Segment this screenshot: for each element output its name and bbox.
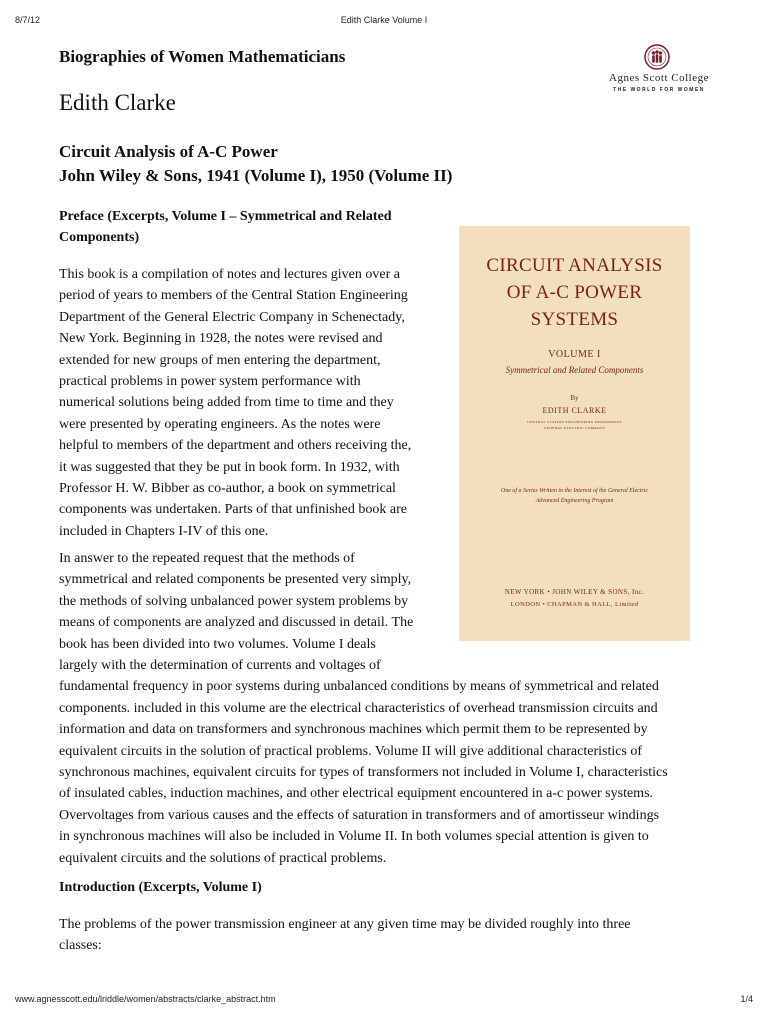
text-line: included in Chapters I-IV of this one.: [59, 523, 269, 539]
cover-publisher-1: NEW YORK • JOHN WILEY & SONS, Inc.: [504, 588, 645, 596]
text-line: period of years to members of the Central Station Engineering: [59, 288, 408, 304]
text-line: in synchronous machines will also be included in Volume II. In both volumes special attention is given to: [59, 829, 649, 845]
text-line: extended for new groups of men entering the department,: [59, 352, 381, 368]
cover-by: By: [570, 394, 579, 402]
introduction-paragraph-1: [59, 914, 631, 957]
book-title: Circuit Analysis of A-C Power: [59, 142, 278, 161]
text-line: synchronous machines, equivalent circuits for types of transformers not included in Volume I, characteristics: [59, 765, 668, 781]
text-line: fundamental frequency in poor systems during unbalanced conditions by means of symmetrical and related: [59, 679, 659, 695]
text-line: This book is a compilation of notes and lectures given over a: [59, 267, 400, 282]
book-cover-image: [459, 226, 690, 641]
cover-series-note: One of a Series Written in the Interest of the General Electric Advanced Engineering Program: [500, 488, 649, 504]
text-line: components was undertaken. Parts of that unfinished book are: [59, 502, 407, 518]
series-title: Biographies of Women Mathematicians: [59, 47, 346, 66]
text-line: components. included in this volume are the electrical characteristics of overhead transmission circuits and: [59, 700, 658, 716]
text-line: New York. Beginning in 1928, the notes were revised and: [59, 331, 383, 347]
text-line: Professor H. W. Bibber as co-author, a book on symmetrical: [59, 481, 396, 497]
text-line: helpful to members of the department and others receiving the,: [59, 438, 412, 454]
text-line: means of components are analyzed and discussed in detail. The: [59, 615, 414, 631]
text-line: the methods of solving unbalanced power system problems by: [59, 593, 409, 609]
book-info: [59, 140, 452, 188]
cover-title-line: SYSTEMS: [530, 309, 619, 330]
print-header: [15, 15, 753, 29]
cover-title: [459, 252, 690, 333]
college-name: Agnes Scott College: [609, 72, 709, 84]
text-line: it was suggested that they be put in book form. In 1932, with: [59, 459, 400, 475]
text-line: The problems of the power transmission engineer at any given time may be divided roughly into three: [59, 917, 631, 932]
text-line: Department of the General Electric Company in Schenectady,: [59, 309, 405, 325]
text-line: classes:: [59, 938, 102, 954]
cover-volume: VOLUME I: [548, 349, 601, 360]
text-line: symmetrical and related components be presented very simply,: [59, 572, 412, 588]
print-page-title: Edith Clarke Volume I: [340, 15, 428, 25]
college-logo[interactable]: [600, 44, 718, 100]
text-line: practical problems in power system performance with: [59, 374, 361, 390]
text-line: information and data on transformers and synchronous machines which permit them to be represented by: [59, 722, 648, 738]
text-line: equivalent circuits in the solution of practical problems. Volume II will give additional characteristics of: [59, 743, 643, 759]
print-footer: [15, 994, 753, 1008]
preface-heading: Preface (Excerpts, Volume I – Symmetrical and Related Components): [59, 209, 392, 245]
print-date: 8/7/12: [15, 15, 41, 25]
text-line: were presented by operating engineers. As the notes were: [59, 416, 381, 432]
text-line: of insulated cables, induction machines, and other electrical equipment encountered in a-c power systems.: [59, 786, 654, 802]
text-line: numerical solutions being added from time to time and they: [59, 395, 394, 411]
text-line: equivalent circuits and the solutions of practical problems.: [59, 850, 387, 866]
cover-publisher-2: LONDON • CHAPMAN & HALL, Limited: [510, 601, 639, 608]
cover-subtitle: Symmetrical and Related Components: [505, 365, 644, 375]
cover-affiliation-1: CENTRAL STATION ENGINEERING DEPARTMENT: [527, 420, 622, 424]
text-line: largely with the determination of currents and voltages of: [59, 658, 381, 674]
cover-affiliation-2: GENERAL ELECTRIC COMPANY: [543, 426, 606, 430]
college-seal-icon: [644, 44, 670, 70]
cover-title-line: OF A-C POWER: [506, 282, 643, 303]
text-line: book has been divided into two volumes. Volume I deals: [59, 636, 376, 652]
text-line: In answer to the repeated request that the methods of: [59, 551, 355, 566]
book-publisher: John Wiley & Sons, 1941 (Volume I), 1950 (Volume II): [59, 166, 453, 185]
preface-paragraph-1: [59, 264, 411, 542]
page-url[interactable]: www.agnesscott.edu/lriddle/women/abstracts/clarke_abstract.htm: [15, 994, 276, 1004]
person-name: Edith Clarke: [59, 90, 176, 115]
text-line: Overvoltages from various causes and the effects of saturation in transformers and of amortisseur windings: [59, 807, 660, 823]
introduction-heading: Introduction (Excerpts, Volume I): [59, 880, 262, 895]
cover-author: EDITH CLARKE: [542, 406, 607, 415]
college-tagline: THE WORLD FOR WOMEN: [613, 87, 705, 93]
cover-title-line: CIRCUIT ANALYSIS: [486, 255, 663, 276]
page-number: 1/4: [740, 994, 753, 1004]
